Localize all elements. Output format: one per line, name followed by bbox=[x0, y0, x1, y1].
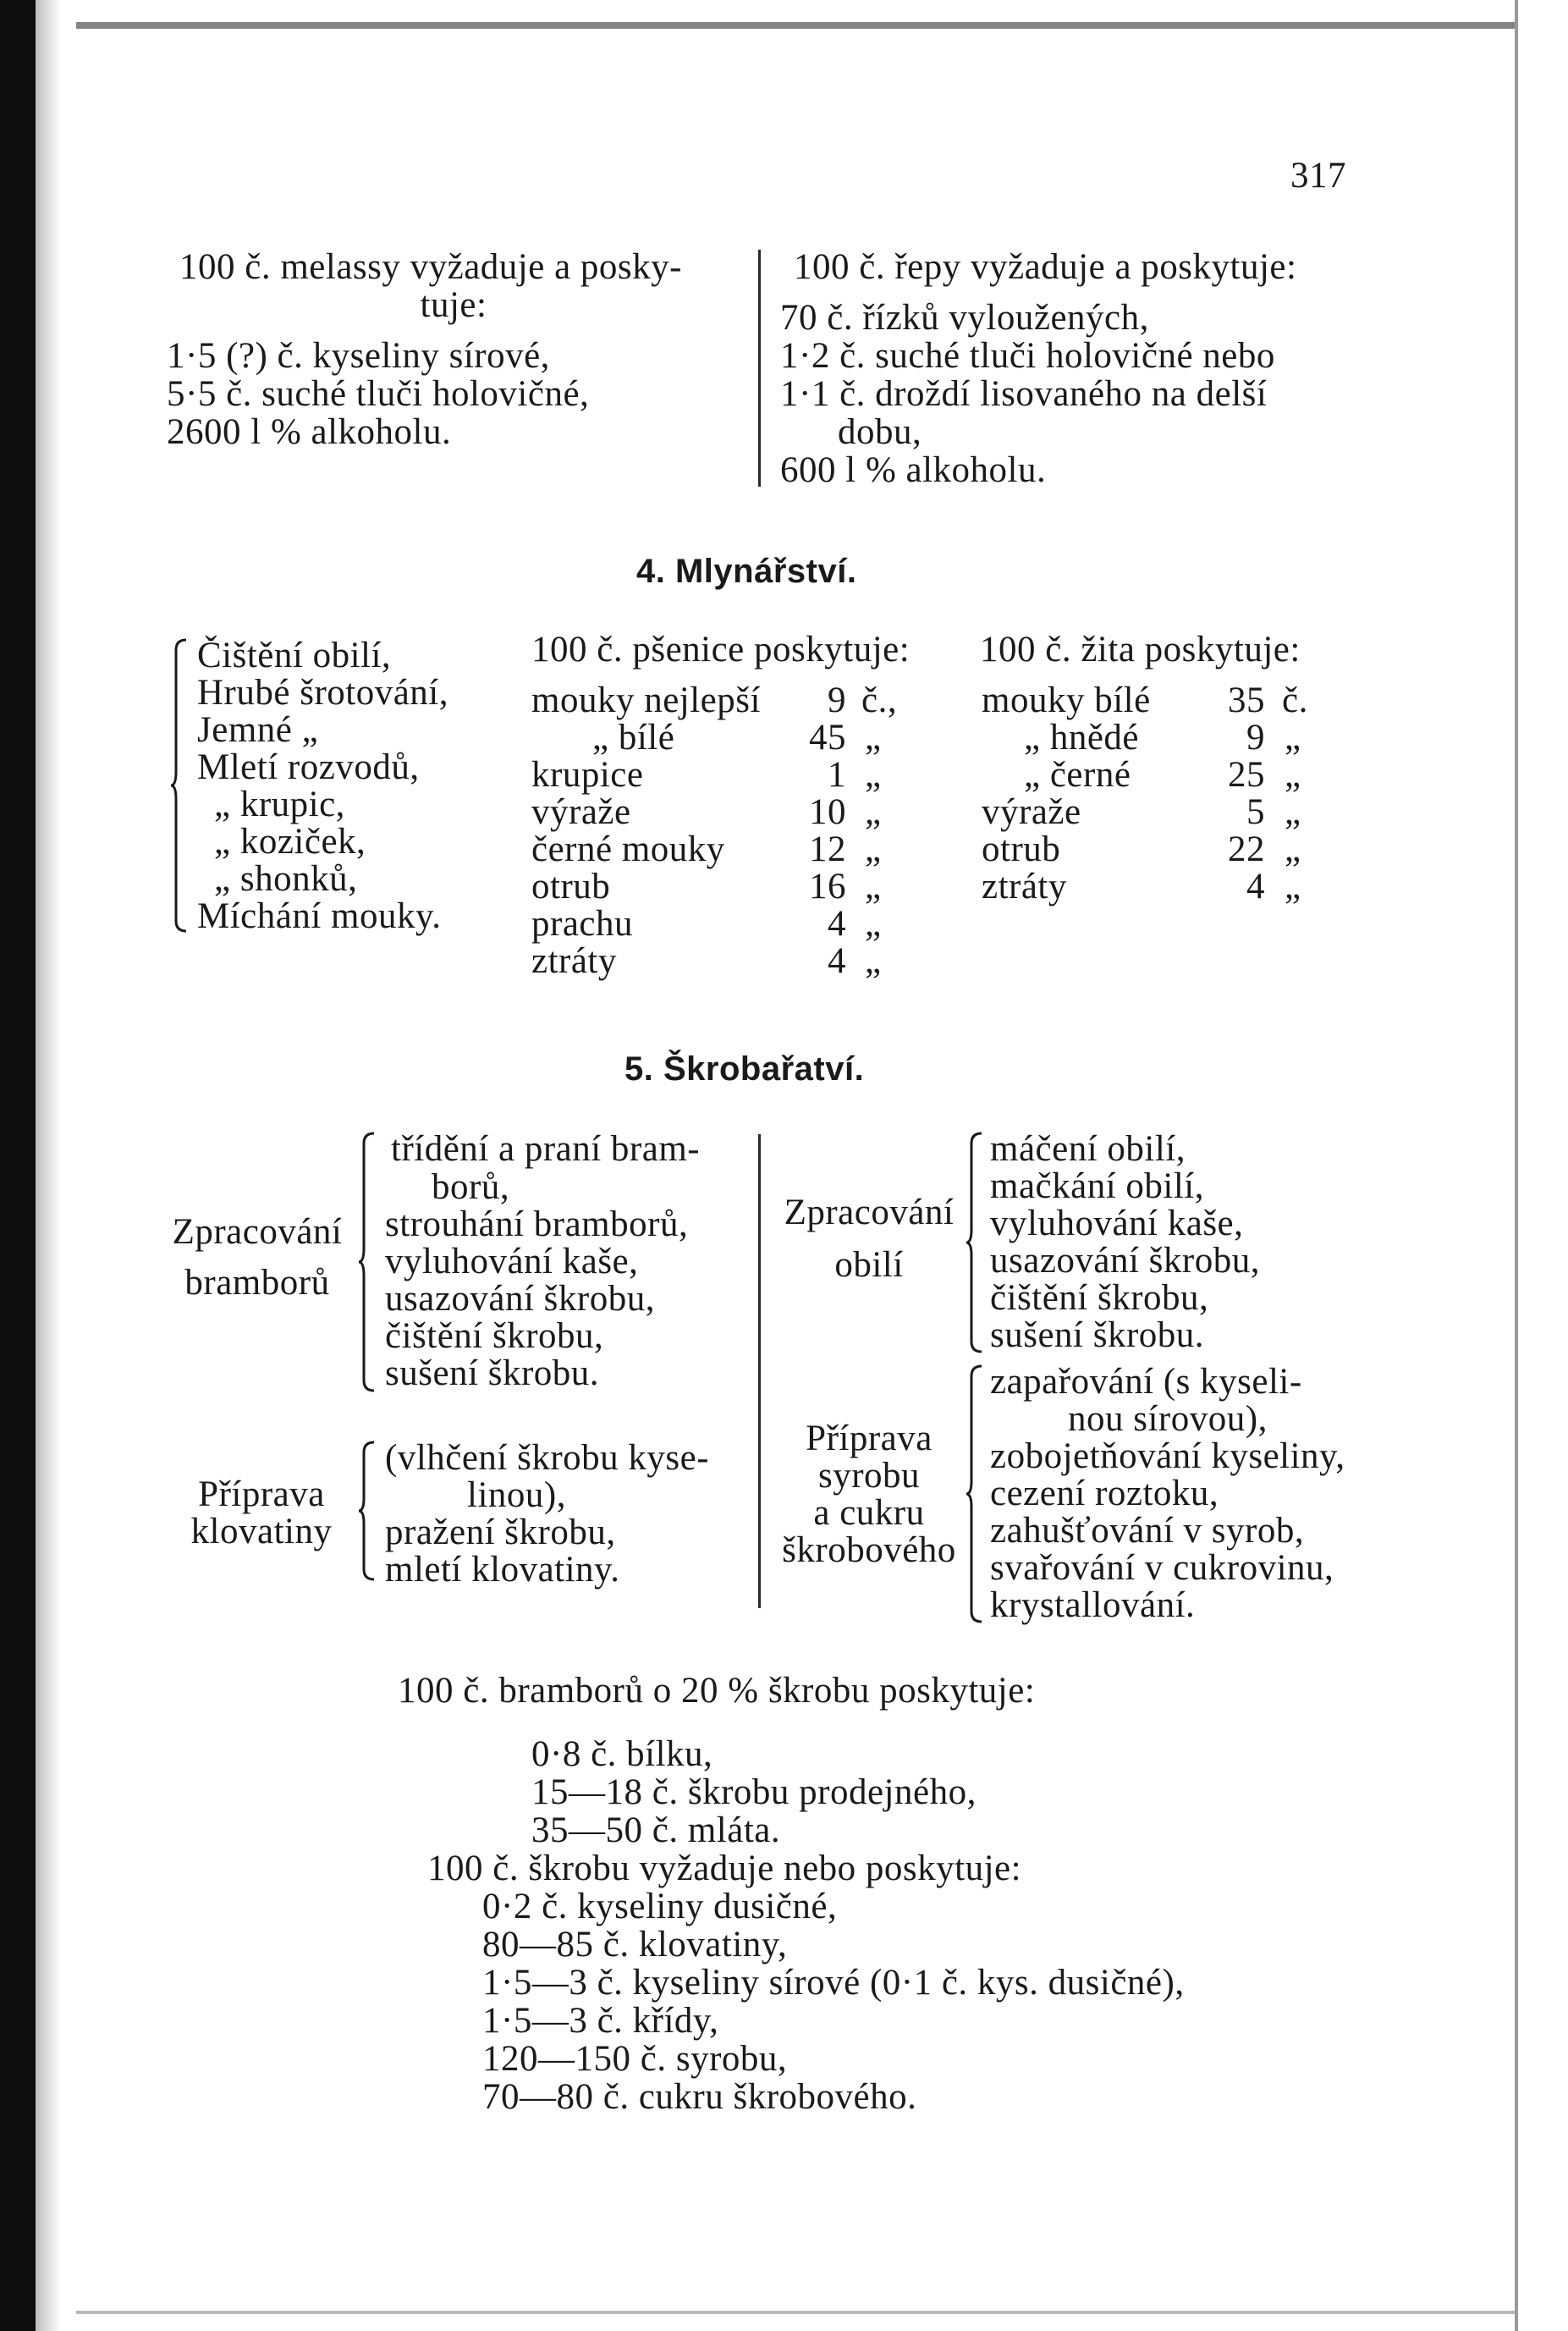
wheat-row-label: výraže bbox=[531, 792, 631, 832]
wheat-row-value: 10 bbox=[809, 792, 846, 832]
milling-process: Hrubé šrotování, bbox=[197, 673, 448, 713]
wheat-row-unit: č., bbox=[861, 681, 898, 720]
rye-row-label: mouky bílé bbox=[982, 681, 1151, 720]
starch-yield-heading: 100 č. škrobu vyžaduje nebo poskytuje: bbox=[427, 1849, 1022, 1888]
milling-process: Míchání mouky. bbox=[197, 896, 442, 936]
rye-row-value: 9 bbox=[1246, 718, 1265, 758]
potato-label: Zpracování bbox=[172, 1212, 343, 1252]
dextrin-brace bbox=[357, 1439, 377, 1583]
starch-yield-line: 1·5—3 č. křídy, bbox=[482, 2001, 719, 2041]
syrup-label: škrobového bbox=[782, 1530, 956, 1570]
grain-step: vyluhování kaše, bbox=[990, 1204, 1244, 1243]
rye-row-value: 5 bbox=[1246, 792, 1265, 832]
wheat-row-unit: „ bbox=[865, 829, 882, 869]
milling-process: „ krupic, bbox=[214, 785, 345, 824]
potato-yield-line: 0·8 č. bílku, bbox=[531, 1734, 713, 1774]
wheat-row-label: prachu bbox=[531, 904, 633, 944]
grain-step: máčení obilí, bbox=[990, 1129, 1186, 1169]
wheat-row-unit: „ bbox=[865, 867, 882, 906]
grain-brace bbox=[965, 1130, 985, 1355]
dextrin-step: pražení škrobu, bbox=[385, 1513, 616, 1552]
rye-heading: 100 č. žita poskytuje: bbox=[980, 630, 1301, 670]
wheat-row-unit: „ bbox=[865, 941, 882, 981]
wheat-row-value: 16 bbox=[809, 867, 846, 906]
syrup-step: zapařování (s kyseli- bbox=[990, 1362, 1302, 1402]
starch-yield-line: 1·5—3 č. kyseliny sírové (0·1 č. kys. dusičné), bbox=[482, 1963, 1185, 2003]
potato-yield-line: 15—18 č. škrobu prodejného, bbox=[531, 1772, 977, 1812]
page-number: 317 bbox=[1290, 156, 1346, 196]
starch-yield-line: 70—80 č. cukru škrobového. bbox=[482, 2077, 917, 2117]
scan-binding-edge bbox=[0, 0, 36, 2331]
wheat-row-label: černé mouky bbox=[531, 829, 725, 869]
starch-yield-line: 120—150 č. syrobu, bbox=[482, 2039, 788, 2079]
section-heading-milling: 4. Mlynářství. bbox=[636, 553, 857, 590]
wheat-heading: 100 č. pšenice poskytuje: bbox=[531, 630, 911, 670]
milling-process: Jemné „ bbox=[197, 710, 319, 750]
molasses-heading-line1: 100 č. melassy vyžaduje a posky- bbox=[179, 247, 682, 287]
scan-right-edge bbox=[1515, 0, 1518, 2331]
beet-line: dobu, bbox=[838, 412, 922, 452]
wheat-row-unit: „ bbox=[865, 792, 882, 832]
wheat-row-label: ztráty bbox=[531, 941, 617, 981]
column-divider bbox=[758, 1134, 761, 1608]
grain-step: mačkání obilí, bbox=[990, 1166, 1204, 1206]
beet-line: 70 č. řízků vyloužených, bbox=[780, 298, 1149, 338]
syrup-step: nou sírovou), bbox=[1068, 1399, 1268, 1439]
dextrin-label: Příprava bbox=[198, 1474, 325, 1514]
rye-row-unit: „ bbox=[1285, 829, 1301, 869]
grain-step: čištění škrobu, bbox=[990, 1278, 1209, 1318]
scan-top-edge bbox=[76, 22, 1515, 29]
rye-row-unit: „ bbox=[1285, 755, 1301, 795]
wheat-row-value: 1 bbox=[828, 755, 846, 795]
rye-row-label: ztráty bbox=[982, 867, 1067, 906]
section-heading-starch: 5. Škrobařatví. bbox=[624, 1050, 865, 1088]
starch-yield-line: 0·2 č. kyseliny dusičné, bbox=[482, 1887, 838, 1926]
syrup-step: krystallování. bbox=[990, 1585, 1196, 1625]
beet-line: 600 l % alkoholu. bbox=[780, 450, 1047, 490]
rye-row-value: 25 bbox=[1228, 755, 1265, 795]
milling-process: „ shonků, bbox=[214, 859, 358, 899]
rye-row-value: 22 bbox=[1228, 829, 1265, 869]
potato-step: strouhání bramborů, bbox=[385, 1204, 689, 1244]
dextrin-step: mletí klovatiny. bbox=[385, 1550, 620, 1590]
scan-bottom-edge bbox=[76, 2311, 1515, 2314]
beet-line: 1·1 č. droždí lisovaného na delší bbox=[780, 374, 1268, 414]
potato-step: borů, bbox=[432, 1167, 510, 1207]
wheat-row-value: 45 bbox=[809, 718, 846, 758]
potato-step: sušení škrobu. bbox=[385, 1353, 600, 1393]
beet-line: 1·2 č. suché tluči holovičné nebo bbox=[780, 336, 1275, 376]
dextrin-step: linou), bbox=[467, 1475, 566, 1515]
potato-step: třídění a praní bram- bbox=[391, 1129, 701, 1169]
wheat-row-label: „ bílé bbox=[592, 718, 675, 758]
potato-yield-heading: 100 č. bramborů o 20 % škrobu poskytuje: bbox=[398, 1671, 1036, 1711]
potato-step: čištění škrobu, bbox=[385, 1316, 604, 1356]
rye-row-label: „ černé bbox=[1024, 755, 1131, 795]
syrup-brace bbox=[965, 1363, 985, 1625]
syrup-label: Příprava bbox=[806, 1419, 933, 1458]
wheat-row-unit: „ bbox=[865, 904, 882, 944]
molasses-heading-line2: tuje: bbox=[420, 285, 487, 325]
molasses-line: 1·5 (?) č. kyseliny sírové, bbox=[167, 336, 550, 376]
potato-step: usazování škrobu, bbox=[385, 1279, 655, 1319]
column-divider bbox=[758, 250, 761, 487]
starch-yield-line: 80—85 č. klovatiny, bbox=[482, 1925, 788, 1965]
grain-label: Zpracování bbox=[784, 1193, 955, 1232]
wheat-row-value: 4 bbox=[828, 941, 846, 981]
potato-step: vyluhování kaše, bbox=[385, 1242, 639, 1281]
wheat-row-value: 9 bbox=[828, 681, 846, 720]
syrup-step: zahušťování v syrob, bbox=[990, 1511, 1305, 1551]
potato-brace bbox=[357, 1130, 377, 1394]
rye-row-label: „ hnědé bbox=[1024, 718, 1140, 758]
rye-row-unit: „ bbox=[1285, 792, 1301, 832]
dextrin-label: klovatiny bbox=[190, 1512, 333, 1551]
wheat-row-label: otrub bbox=[531, 867, 611, 906]
rye-row-value: 4 bbox=[1246, 867, 1265, 906]
milling-process: Mletí rozvodů, bbox=[197, 747, 420, 787]
grain-label: obilí bbox=[834, 1245, 904, 1285]
rye-row-label: otrub bbox=[982, 829, 1061, 869]
beet-heading: 100 č. řepy vyžaduje a poskytuje: bbox=[794, 247, 1297, 287]
rye-row-unit: č. bbox=[1282, 681, 1308, 720]
rye-row-label: výraže bbox=[982, 792, 1081, 832]
grain-step: usazování škrobu, bbox=[990, 1241, 1260, 1281]
scan-binding-shadow bbox=[36, 0, 61, 2331]
rye-row-unit: „ bbox=[1285, 718, 1301, 758]
molasses-line: 2600 l % alkoholu. bbox=[167, 412, 452, 452]
wheat-row-unit: „ bbox=[865, 755, 882, 795]
processes-brace bbox=[169, 636, 190, 934]
rye-row-value: 35 bbox=[1228, 681, 1265, 720]
milling-process: „ koziček, bbox=[214, 822, 366, 862]
wheat-row-unit: „ bbox=[865, 718, 882, 758]
wheat-row-value: 12 bbox=[809, 829, 846, 869]
wheat-row-label: mouky nejlepší bbox=[531, 681, 761, 720]
potato-label: bramborů bbox=[184, 1263, 330, 1303]
wheat-row-value: 4 bbox=[828, 904, 846, 944]
wheat-row-label: krupice bbox=[531, 755, 644, 795]
rye-row-unit: „ bbox=[1285, 867, 1301, 906]
syrup-label: syrobu bbox=[817, 1456, 921, 1496]
syrup-label: a cukru bbox=[813, 1493, 925, 1533]
potato-yield-line: 35—50 č. mláta. bbox=[531, 1810, 781, 1850]
syrup-step: cezení roztoku, bbox=[990, 1474, 1219, 1513]
syrup-step: svařování v cukrovinu, bbox=[990, 1548, 1334, 1588]
grain-step: sušení škrobu. bbox=[990, 1315, 1205, 1355]
dextrin-step: (vlhčení škrobu kyse- bbox=[385, 1438, 710, 1478]
syrup-step: zobojetňování kyseliny, bbox=[990, 1436, 1345, 1476]
milling-process: Čištění obilí, bbox=[197, 636, 392, 675]
molasses-line: 5·5 č. suché tluči holovičné, bbox=[167, 374, 590, 414]
